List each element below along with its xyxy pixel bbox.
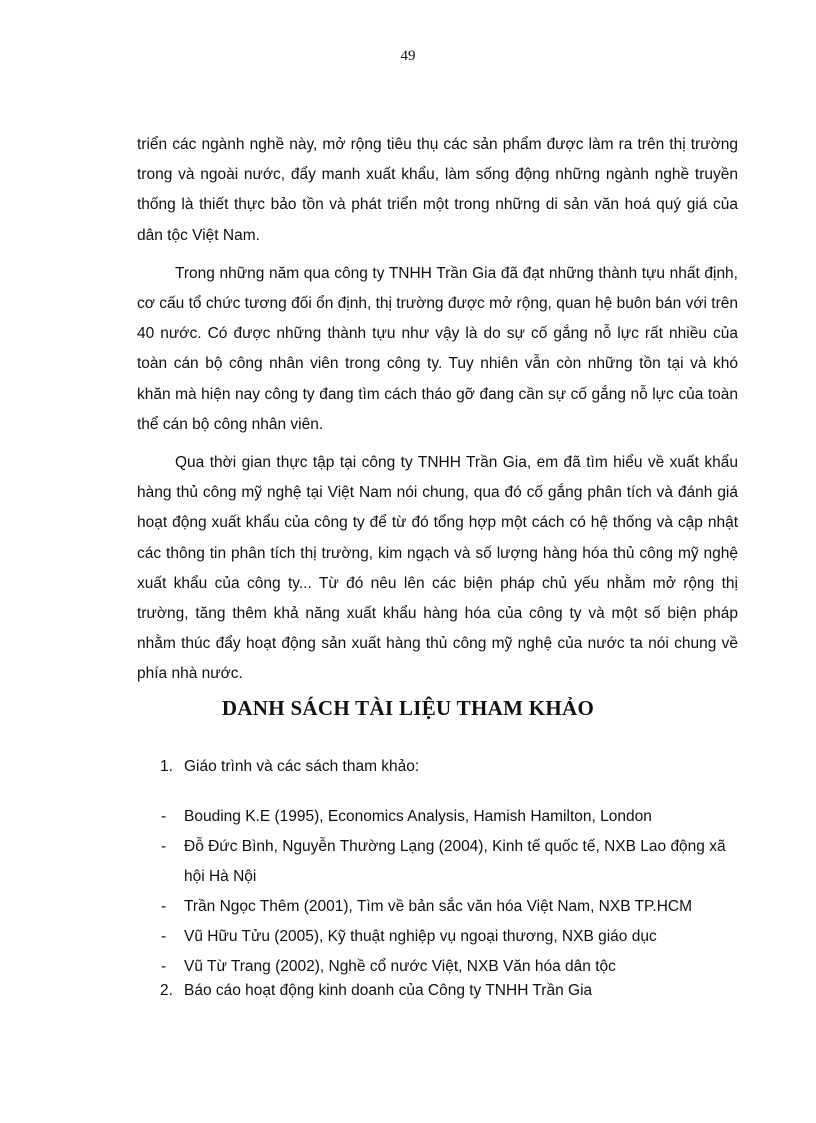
reference-item: [137, 832, 738, 892]
reference-section-2-number: 2.: [160, 982, 173, 999]
dash-marker: -: [161, 958, 167, 975]
reference-list: [137, 802, 738, 982]
dash-marker: -: [161, 838, 167, 855]
reference-text: Trần Ngọc Thêm (2001), Tìm về bản sắc văn hóa Việt Nam, NXB TP.HCM: [184, 898, 692, 915]
dash-marker: -: [161, 928, 167, 945]
page-number: 49: [400, 48, 416, 64]
paragraph-achievements: Trong những năm qua công ty TNHH Trần Gia đã đạt những thành tựu nhất định, cơ cấu tổ chức tương đối ổn định, thị trường được mở rộng, quan hệ buôn bán với trên 40 nước. Có được những thành tựu như vậy là do sự cố gắng nỗ lực rất nhiều của toàn cán bộ công nhân viên trong công ty. Tuy nhiên vẫn còn những tồn tại và khó khăn mà hiện nay công ty đang tìm cách tháo gỡ đang cần sự cố gắng nỗ lực của toàn thể cán bộ công nhân viên.: [137, 264, 738, 433]
reference-section-1-number: 1.: [160, 758, 173, 775]
reference-item: [137, 892, 738, 922]
reference-text: Vũ Từ Trang (2002), Nghề cổ nước Việt, NXB Văn hóa dân tộc: [184, 958, 616, 975]
reference-section-2-label: Báo cáo hoạt động kinh doanh của Công ty TNHH Trần Gia: [184, 982, 593, 999]
reference-section-2-title: [137, 980, 738, 1002]
reference-text: Đỗ Đức Bình, Nguyễn Thường Lạng (2004), Kinh tế quốc tế, NXB Lao động xã hội Hà Nội: [184, 838, 726, 885]
references-heading: DANH SÁCH TÀI LIỆU THAM KHẢO: [221, 696, 595, 720]
paragraph-conclusion: Qua thời gian thực tập tại công ty TNHH Trần Gia, em đã tìm hiểu về xuất khẩu hàng thủ công mỹ nghệ tại Việt Nam nói chung, qua đó cố gắng phân tích và đánh giá hoạt động xuất khẩu của công ty để từ đó tổng hợp một cách có hệ thống và cập nhật các thông tin phân tích thị trường, kim ngạch và số lượng hàng hóa thủ công mỹ nghệ xuất khẩu của công ty... Từ đó nêu lên các biện pháp chủ yếu nhằm mở rộng thị trường, tăng thêm khả năng xuất khẩu hàng hóa của công ty và một số biện pháp nhằm thúc đẩy hoạt động sản xuất hàng thủ công mỹ nghệ của nước ta nói chung về phía nhà nước.: [137, 454, 738, 683]
dash-marker: -: [161, 808, 167, 825]
body-text: [137, 130, 738, 690]
reference-item: [137, 952, 738, 982]
reference-item: [137, 802, 738, 832]
reference-section-1: [137, 756, 738, 982]
reference-section-1-label: Giáo trình và các sách tham khảo:: [184, 758, 420, 775]
dash-marker: -: [161, 898, 167, 915]
reference-section-1-title: [137, 756, 738, 778]
reference-text: Vũ Hữu Tửu (2005), Kỹ thuật nghiệp vụ ngoại thương, NXB giáo dục: [184, 928, 657, 945]
reference-text: Bouding K.E (1995), Economics Analysis, Hamish Hamilton, London: [184, 808, 652, 825]
paragraph-continuation: triển các ngành nghề này, mở rộng tiêu thụ các sản phẩm được làm ra trên thị trường trong và ngoài nước, đẩy manh xuất khẩu, làm sống động những ngành nghề truyền thống là thiết thực bảo tồn và phát triển một trong những di sản văn hoá quý giá của dân tộc Việt Nam.: [137, 136, 738, 244]
reference-section-2: [137, 980, 738, 1002]
reference-item: [137, 922, 738, 952]
